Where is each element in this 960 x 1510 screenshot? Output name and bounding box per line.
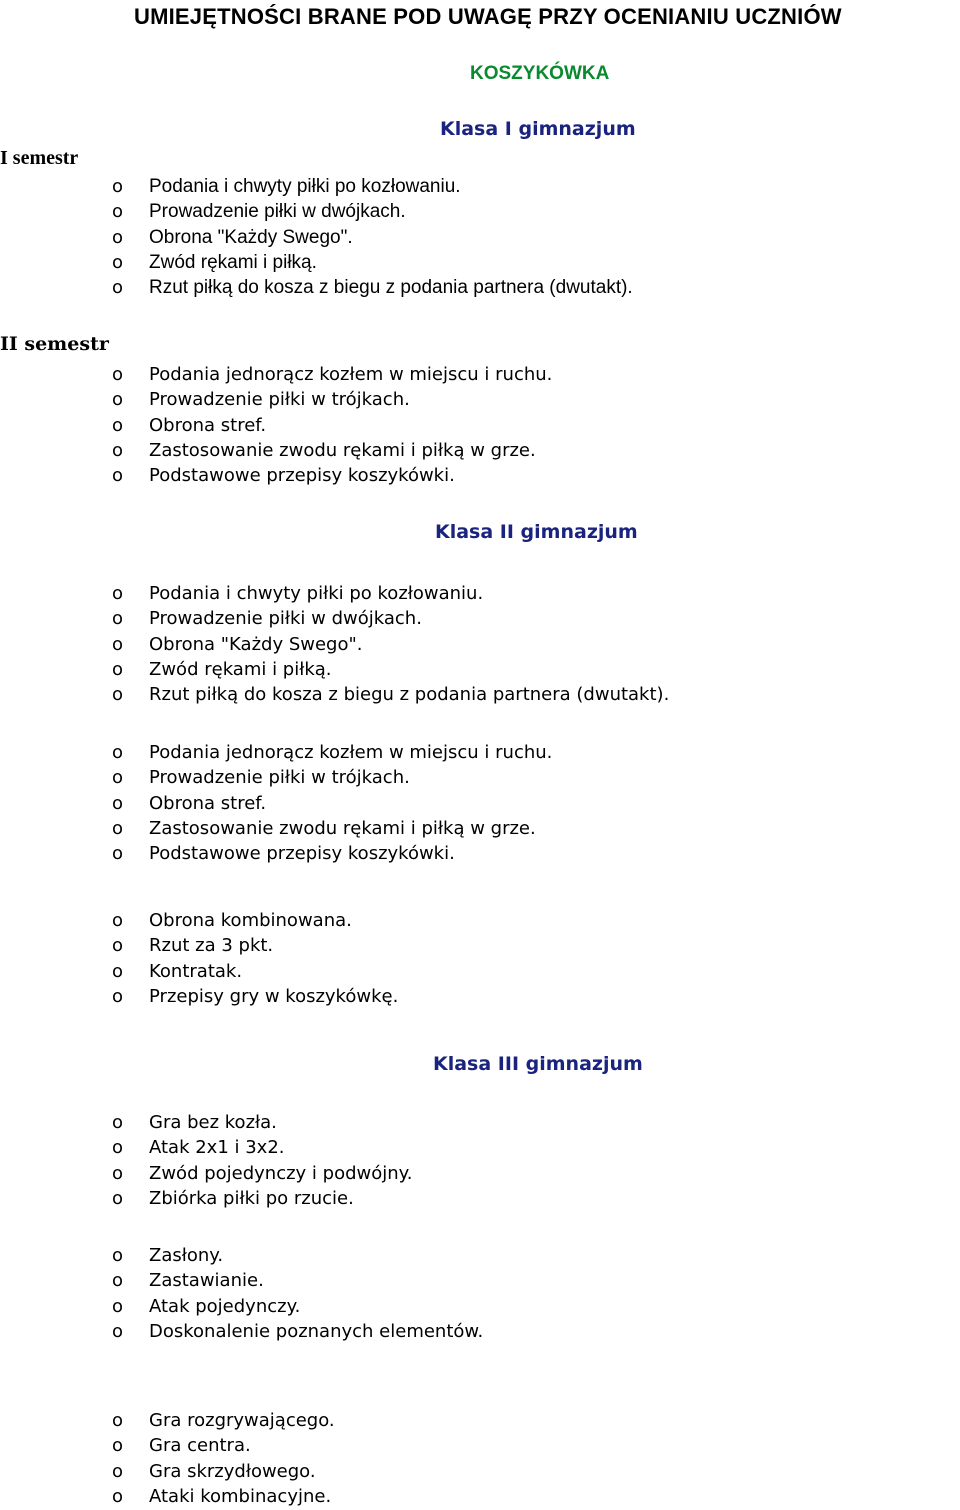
bullet-icon: o bbox=[112, 608, 124, 630]
bullet-icon: o bbox=[112, 960, 124, 982]
bullet-icon: o bbox=[112, 658, 124, 680]
list-item-text: Zastosowanie zwodu rękami i piłką w grze. bbox=[149, 817, 536, 839]
bullet-icon: o bbox=[112, 439, 124, 461]
klasa-1-heading: Klasa I gimnazjum bbox=[440, 118, 636, 140]
klasa-3-heading: Klasa III gimnazjum bbox=[433, 1053, 643, 1075]
list-item-text: Obrona stref. bbox=[149, 414, 267, 436]
list-item-text: Podstawowe przepisy koszykówki. bbox=[149, 843, 455, 865]
list-item-text: Podstawowe przepisy koszykówki. bbox=[149, 465, 455, 487]
bullet-icon: o bbox=[112, 176, 124, 197]
list-item-text: Podania i chwyty piłki po kozłowaniu. bbox=[149, 583, 484, 604]
klasa-2-heading: Klasa II gimnazjum bbox=[435, 521, 638, 543]
list-item-text: Zwód rękami i piłką. bbox=[149, 251, 317, 273]
list-item-text: Zastawianie. bbox=[149, 1270, 264, 1292]
list-item-text: Rzut piłką do kosza z biegu z podania partnera (dwutakt). bbox=[149, 277, 633, 299]
bullet-icon: o bbox=[112, 1270, 124, 1292]
bullet-icon: o bbox=[112, 985, 124, 1007]
semestr-1-label: I semestr bbox=[0, 147, 79, 169]
list-item-text: Ataki kombinacyjne. bbox=[149, 1485, 332, 1507]
bullet-icon: o bbox=[112, 1112, 124, 1133]
bullet-icon: o bbox=[112, 1410, 124, 1431]
bullet-icon: o bbox=[112, 817, 124, 839]
bullet-icon: o bbox=[112, 1295, 124, 1317]
bullet-icon: o bbox=[112, 1485, 124, 1507]
list-item-text: Zastosowanie zwodu rękami i piłką w grze. bbox=[149, 439, 536, 461]
list-item-text: Prowadzenie piłki w trójkach. bbox=[149, 389, 410, 411]
bullet-icon: o bbox=[112, 633, 124, 655]
list-item-text: Obrona stref. bbox=[149, 792, 267, 814]
bullet-icon: o bbox=[112, 1320, 124, 1342]
bullet-icon: o bbox=[112, 843, 124, 865]
list-item-text: Gra centra. bbox=[149, 1435, 251, 1457]
list-item-text: Prowadzenie piłki w trójkach. bbox=[149, 767, 410, 789]
bullet-icon: o bbox=[112, 1187, 124, 1209]
list-item-text: Rzut za 3 pkt. bbox=[149, 935, 274, 957]
bullet-icon: o bbox=[112, 201, 124, 223]
bullet-icon: o bbox=[112, 742, 124, 763]
list-item-text: Atak pojedynczy. bbox=[149, 1295, 301, 1317]
list-item-text: Prowadzenie piłki w dwójkach. bbox=[149, 201, 406, 223]
list-item-text: Obrona "Każdy Swego". bbox=[149, 226, 353, 248]
bullet-icon: o bbox=[112, 1435, 124, 1457]
list-item-text: Atak 2x1 i 3x2. bbox=[149, 1137, 285, 1159]
list-item-text: Gra skrzydłowego. bbox=[149, 1460, 316, 1482]
bullet-icon: o bbox=[112, 465, 124, 487]
list-item-text: Gra rozgrywającego. bbox=[149, 1410, 335, 1431]
list-item-text: Obrona "Każdy Swego". bbox=[149, 633, 363, 655]
list-item-text: Podania jednorącz kozłem w miejscu i ruchu. bbox=[149, 364, 553, 385]
list-item-text: Rzut piłką do kosza z biegu z podania partnera (dwutakt). bbox=[149, 684, 670, 706]
list-item-text: Zwód rękami i piłką. bbox=[149, 658, 332, 680]
list-item-text: Prowadzenie piłki w dwójkach. bbox=[149, 608, 422, 630]
bullet-icon: o bbox=[112, 684, 124, 706]
list-item-text: Gra bez kozła. bbox=[149, 1112, 277, 1133]
list-item-text: Zbiórka piłki po rzucie. bbox=[149, 1187, 354, 1209]
bullet-icon: o bbox=[112, 389, 124, 411]
bullet-icon: o bbox=[112, 1162, 124, 1184]
bullet-icon: o bbox=[112, 1245, 124, 1266]
list-item-text: Przepisy gry w koszykówkę. bbox=[149, 985, 399, 1007]
list-item-text: Kontratak. bbox=[149, 960, 243, 982]
list-item-text: Zasłony. bbox=[149, 1245, 224, 1266]
bullet-icon: o bbox=[112, 583, 124, 604]
list-item-text: Podania i chwyty piłki po kozłowaniu. bbox=[149, 176, 461, 197]
bullet-icon: o bbox=[112, 226, 124, 248]
bullet-icon: o bbox=[112, 935, 124, 957]
list-item-text: Obrona kombinowana. bbox=[149, 910, 352, 931]
list-item-text: Doskonalenie poznanych elementów. bbox=[149, 1320, 484, 1342]
bullet-icon: o bbox=[112, 767, 124, 789]
bullet-icon: o bbox=[112, 277, 124, 299]
bullet-icon: o bbox=[112, 910, 124, 931]
bullet-icon: o bbox=[112, 1137, 124, 1159]
list-item-text: Podania jednorącz kozłem w miejscu i ruchu. bbox=[149, 742, 553, 763]
bullet-icon: o bbox=[112, 364, 124, 385]
list-item-text: Zwód pojedynczy i podwójny. bbox=[149, 1162, 413, 1184]
semestr-2-label: II semestr bbox=[0, 333, 109, 355]
page-title: UMIEJĘTNOŚCI BRANE POD UWAGĘ PRZY OCENIANIU UCZNIÓW bbox=[134, 4, 842, 29]
bullet-icon: o bbox=[112, 414, 124, 436]
bullet-icon: o bbox=[112, 251, 124, 273]
bullet-icon: o bbox=[112, 792, 124, 814]
subject-heading: KOSZYKÓWKA bbox=[470, 63, 610, 84]
bullet-icon: o bbox=[112, 1460, 124, 1482]
